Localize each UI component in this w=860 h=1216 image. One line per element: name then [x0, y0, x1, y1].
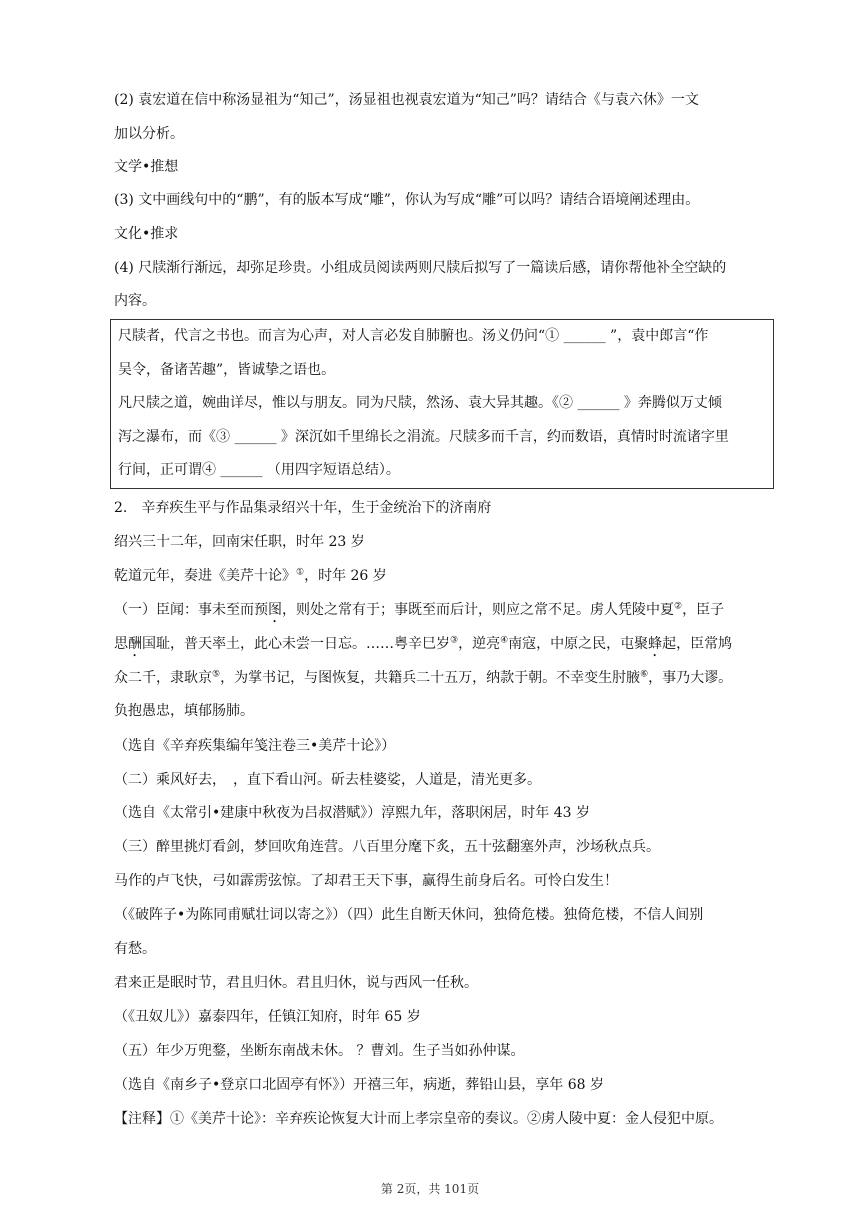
passage4-line1: 君来正是眠时节，君且归休。君且归休，说与西风一任秋。 — [114, 975, 478, 991]
passage3-line2: 马作的卢飞快，弓如霹雳弦惊。了却君王天下事，赢得生前身后名。可怜白发生！ — [114, 873, 618, 889]
passage3-line4: 有愁。 — [114, 941, 156, 957]
passage5: （五）年少万兜鍪，坐断东南战未休。 ？曹刘。生子当如孙仲谋。 — [114, 1043, 525, 1059]
q1-part3-line: (3) 文中画线句中的“鹏”，有的版本写成“雕”，你认为写成“雕”可以吗？请结合语境阐述理由。 — [114, 192, 700, 208]
box-line-5: 行间，正可谓④ ______ （用四字短语总结）。 — [118, 462, 400, 478]
q1-part2-line2: 加以分析。 — [114, 126, 184, 142]
box-line-1: 尺牍者，代言之书也。而言为心声，对人言必发自肺腑也。汤义仍问“① ______ ”，袁中郎言“作 — [118, 328, 709, 344]
box-line-3: 凡尺牍之道，婉曲详尽，惟以与朋友。同为尺牍，然汤、袁大异其趣。《② ______ 》奔腾似万丈倾 — [118, 395, 722, 411]
passage1-line3: 众二千，隶耿京⑤，为掌书记，与图恢复，共籍兵二十五万，纳款于朝。不幸变生肘腋⑥，事乃大谬。 — [114, 669, 733, 686]
passage4-line2: （《丑奴儿》）嘉泰四年，任镇江知府，时年 65 岁 — [114, 1009, 421, 1025]
passage3-line3: （《破阵子•为陈同甫赋壮词以寄之》）（四）此生自断天休问，独倚危楼。独倚危楼，不信人间别 — [114, 907, 704, 923]
passage1-line1: （一）臣闻：事未至而预图，则处之常有于；事既至而后计，则应之常不足。虏人凭陵中夏②，臣子 — [114, 601, 725, 618]
passage2: （二）乘风好去， ，直下看山河。斫去桂婆娑，人道是，清光更多。 — [114, 772, 541, 788]
q1-part2-line1: (2) 袁宏道在信中称汤显祖为“知己”，汤显祖也视袁宏道为“知己”吗？请结合《与袁六休》一文 — [114, 92, 699, 108]
box-line-4: 泻之瀑布，而《③ ______ 》深沉如千里绵长之涓流。尺牍多而千言，约而数语，真情时时流诸字里 — [118, 429, 729, 445]
q1-part4-line2: 内容。 — [114, 293, 156, 309]
passage1-line4: 负抱愚忠，填郁肠肺。 — [114, 703, 254, 719]
passage2-source: （选自《太常引•建康中秋夜为吕叔潜赋》）淳熙九年，落职闲居，时年 43 岁 — [114, 805, 590, 821]
q1-part4-line1: (4) 尺牍渐行渐远，却弥足珍贵。小组成员阅读两则尺牍后拟写了一篇读后感，请你帮他补全空缺的 — [114, 260, 727, 276]
q2-timeline-1: 绍兴三十二年，回南宋任职，时年 23 岁 — [114, 534, 365, 550]
q2-title: 2. 辛弃疾生平与作品集录绍兴十年，生于金统治下的济南府 — [114, 500, 492, 516]
passage3-line1: （三）醉里挑灯看剑，梦回吹角连营。八百里分麾下炙，五十弦翻塞外声，沙场秋点兵。 — [114, 839, 660, 855]
page-footer: 第 2页，共 101页 — [380, 1182, 480, 1196]
box-line-2: 吴令，备诸苦趣”，皆诚挚之语也。 — [118, 362, 336, 378]
q2-timeline-2: 乾道元年，奏进《美芹十论》①，时年 26 岁 — [114, 567, 387, 584]
emphasized-char: 图 — [268, 602, 282, 618]
passage1-source: （选自《辛弃疾集编年笺注卷三•美芹十论》） — [114, 738, 396, 754]
emphasized-char: 酬 — [128, 636, 142, 652]
section-heading-literature: 文学•推想 — [114, 159, 179, 175]
passage5-source: （选自《南乡子•登京口北固亭有怀》）开禧三年，病逝，葬铅山县，享年 68 岁 — [114, 1077, 604, 1093]
passage1-line2: 思酬国耻，普天率土，此心未尝一日忘。……粤辛巳岁③，逆亮④南寇，中原之民，屯聚蜂起，臣常鸠 — [114, 635, 733, 652]
section-heading-culture: 文化•推求 — [114, 226, 179, 242]
annotation-note: 【注释】①《美芹十论》：辛弃疾论恢复大计而上孝宗皇帝的奏议。②虏人陵中夏：金人侵犯中原。 — [114, 1111, 723, 1127]
emphasized-char: 蜂 — [648, 636, 663, 652]
